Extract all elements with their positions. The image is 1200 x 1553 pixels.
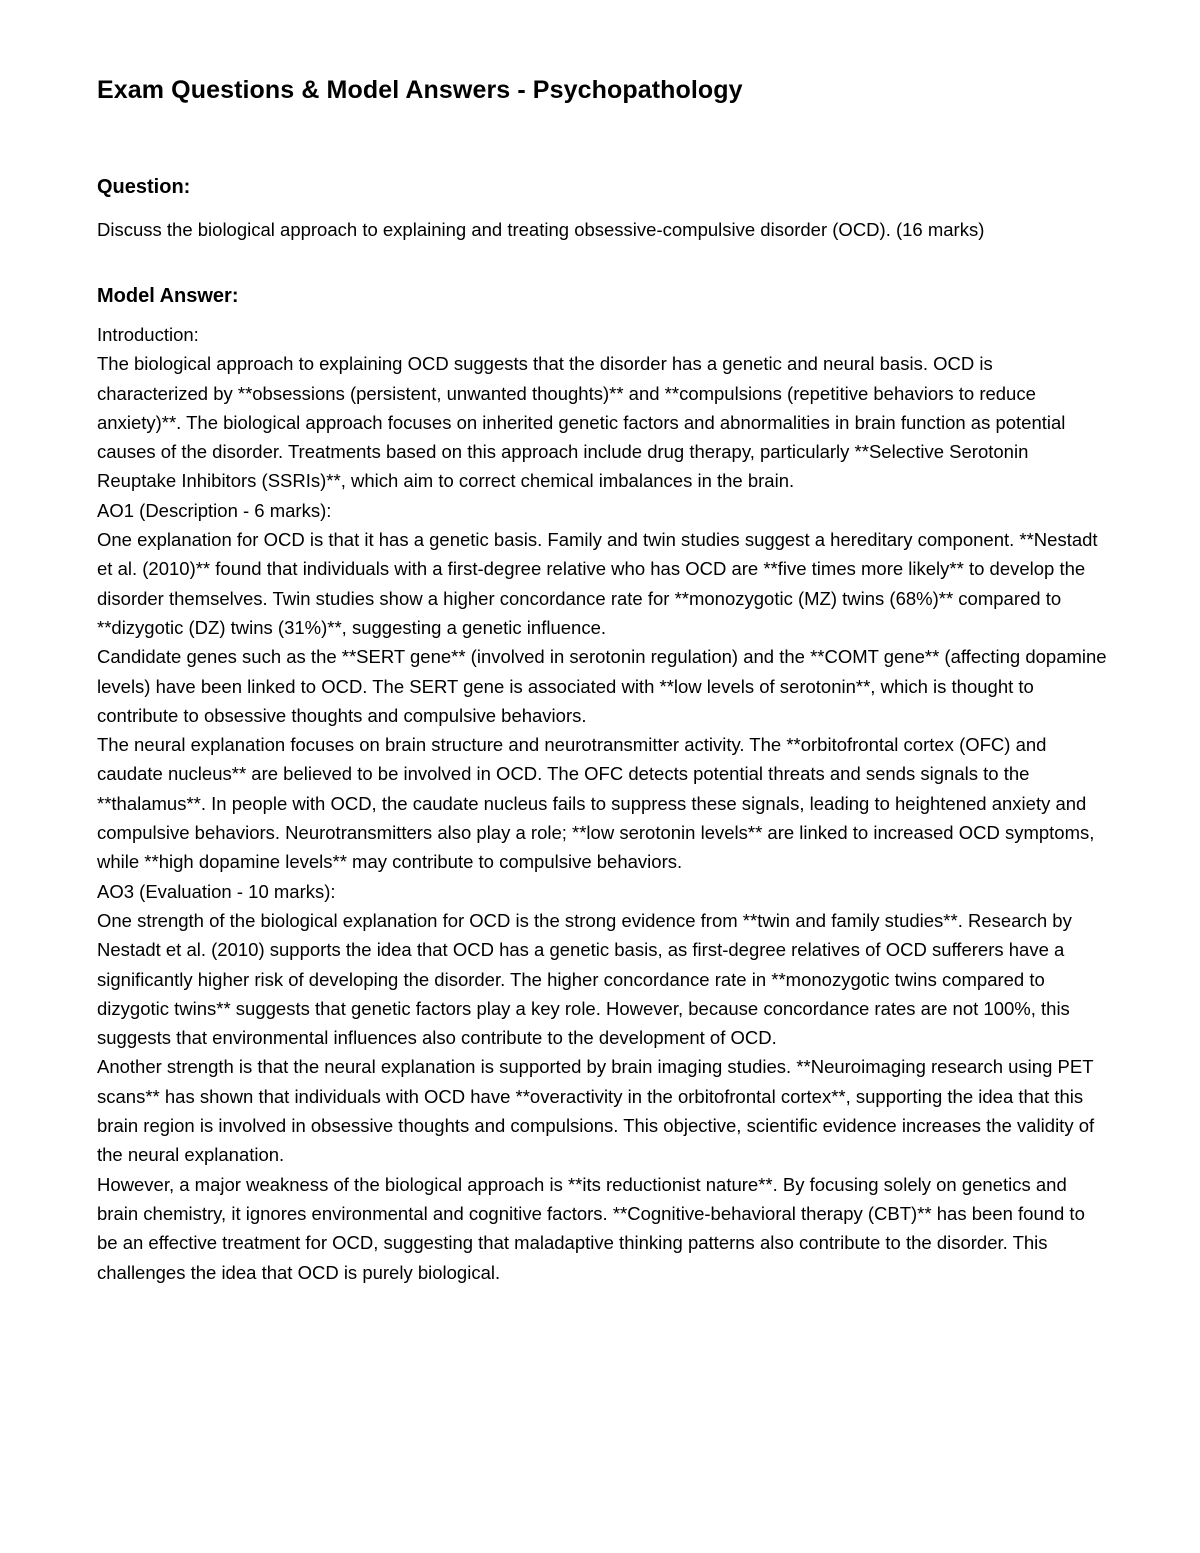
question-text: Discuss the biological approach to explaining and treating obsessive-compulsive disorder (OCD). (16 marks) xyxy=(97,219,985,240)
ao3-brain-imaging-paragraph: Another strength is that the neural explanation is supported by brain imaging studies. **Neuroimaging research using PET scans** has shown that individuals with OCD have **overactivity in the orbitofrontal cortex**, supporting the idea that this brain region is involved in obsessive thoughts and compulsions. This objective, scientific evidence increases the validity of the neural explanation. xyxy=(97,1056,1095,1166)
ao1-genetic-paragraph: One explanation for OCD is that it has a genetic basis. Family and twin studies suggest a hereditary component. **Nestadt et al. (2010)** found that individuals with a first-degree relative who has OCD are **five times more likely** to develop the disorder themselves. Twin studies show a higher concordance rate for **monozygotic (MZ) twins (68%)** compared to **dizygotic (DZ) twins (31%)**, suggesting a genetic influence. xyxy=(97,529,1098,638)
ao3-reductionism-paragraph: However, a major weakness of the biological approach is **its reductionist nature**. By focusing solely on genetics and brain chemistry, it ignores environmental and cognitive factors. **Cognitive-behavioral therapy (CBT)** has been found to be an effective treatment for OCD, suggesting that maladaptive thinking patterns also contribute to the disorder. This challenges the idea that OCD is purely biological. xyxy=(97,1173,1085,1283)
ao1-label: AO1 (Description - 6 marks): xyxy=(97,499,332,521)
document-page xyxy=(97,72,1107,1287)
ao3-twin-studies-paragraph: One strength of the biological explanation for OCD is the strong evidence from **twin and family studies**. Research by Nestadt et al. (2010) supports the idea that OCD has a genetic basis, as first-degree relatives of OCD sufferers have a significantly higher risk of developing the disorder. The higher concordance rate in **monozygotic twins compared to dizygotic twins** suggests that genetic factors play a key role. However, because concordance rates are not 100%, this suggests that environmental influences also contribute to the development of OCD. xyxy=(97,909,1072,1049)
model-answer-body xyxy=(97,320,1107,1287)
ao3-label: AO3 (Evaluation - 10 marks): xyxy=(97,880,336,902)
introduction-paragraph: The biological approach to explaining OCD suggests that the disorder has a genetic and neural basis. OCD is characterized by **obsessions (persistent, unwanted thoughts)** and **compulsions (repetitive behaviors to reduce anxiety)**. The biological approach focuses on inherited genetic factors and abnormalities in brain function as potential causes of the disorder. Treatments based on this approach include drug therapy, particularly **Selective Serotonin Reuptake Inhibitors (SSRIs)**, which aim to correct chemical imbalances in the brain. xyxy=(97,353,1066,492)
model-answer-heading: Model Answer: xyxy=(97,285,239,307)
ao1-candidate-genes-paragraph: Candidate genes such as the **SERT gene** (involved in serotonin regulation) and the **COMT gene** (affecting dopamine levels) have been linked to OCD. The SERT gene is associated with **low levels of serotonin**, which is thought to contribute to obsessive thoughts and compulsive behaviors. xyxy=(97,646,1107,726)
document-title: Exam Questions & Model Answers - Psychopathology xyxy=(97,76,743,104)
ao1-neural-paragraph: The neural explanation focuses on brain structure and neurotransmitter activity. The **orbitofrontal cortex (OFC) and caudate nucleus** are believed to be involved in OCD. The OFC detects potential threats and sends signals to the **thalamus**. In people with OCD, the caudate nucleus fails to suppress these signals, leading to heightened anxiety and compulsive behaviors. Neurotransmitters also play a role; **low serotonin levels** are linked to increased OCD symptoms, while **high dopamine levels** may contribute to compulsive behaviors. xyxy=(97,734,1095,873)
introduction-label: Introduction: xyxy=(97,324,199,345)
question-heading: Question: xyxy=(97,176,191,198)
